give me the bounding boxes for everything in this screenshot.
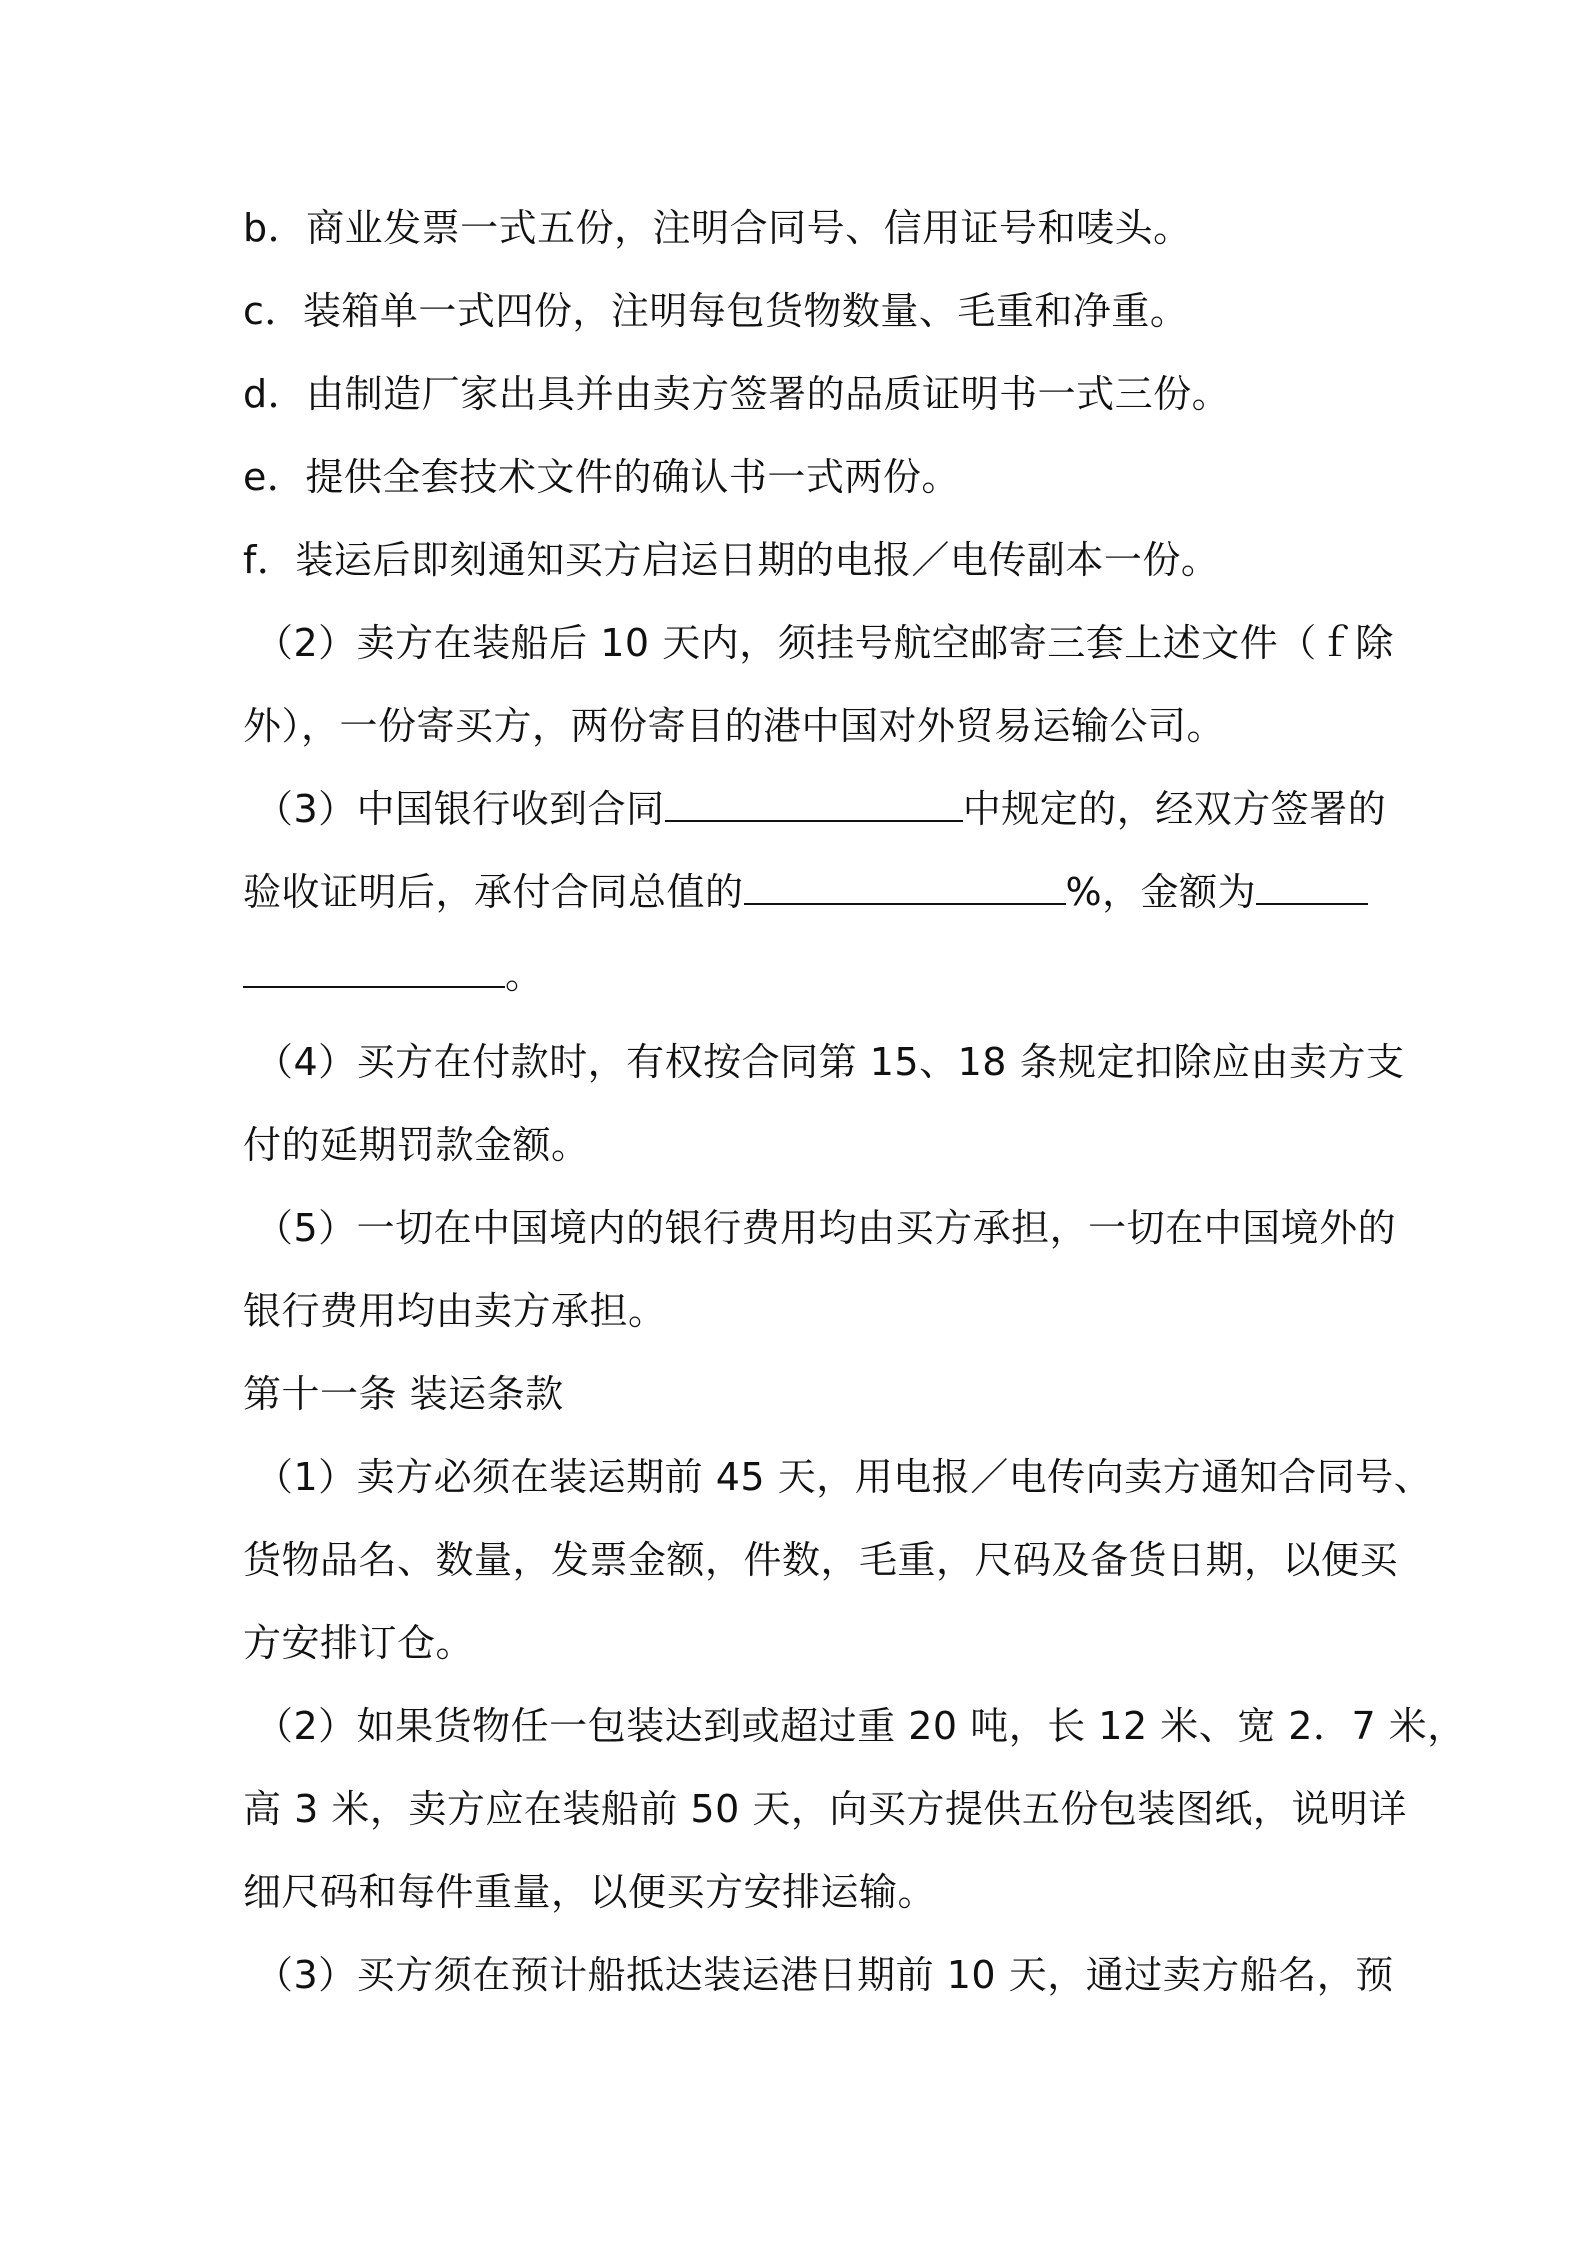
shipping-clause-3-line-1: （3）买方须在预计船抵达装运港日期前 10 天，通过卖方船名，预 [255,1953,1394,1997]
clause-2-line-2: 外），一份寄买方，两份寄目的港中国对外贸易运输公司。 [243,704,1226,748]
clause-4-line-2: 付的延期罚款金额。 [243,1123,590,1167]
shipping-clause-2-line-3: 细尺码和每件重量，以便买方安排运输。 [243,1870,937,1914]
contract-blank-field [665,784,963,822]
article-11-heading: 第十一条 装运条款 [243,1372,564,1416]
clause-3-line-3 [243,949,1383,1001]
clause-3-text-d: %，金额为 [1065,870,1257,914]
clause-3-text-c: 验收证明后，承付合同总值的 [243,870,744,914]
clause-3-line-1 [255,783,1395,835]
item-e: e．提供全套技术文件的确认书一式两份。 [243,455,960,499]
clause-4-line-1: （4）买方在付款时，有权按合同第 15、18 条规定扣除应由卖方支 [255,1040,1405,1084]
shipping-clause-1-line-1: （1）卖方必须在装运期前 45 天，用电报／电传向卖方通知合同号、 [255,1455,1433,1499]
item-c: c．装箱单一式四份，注明每包货物数量、毛重和净重。 [243,289,1189,333]
clause-3-text-b: 中规定的，经双方签署的 [962,787,1387,831]
clause-3-end-mark: 。 [505,953,544,997]
percent-blank-field [744,867,1066,905]
shipping-clause-1-line-3: 方安排订仓。 [243,1621,475,1665]
clause-2-line-1: （2）卖方在装船后 10 天内，须挂号航空邮寄三套上述文件（ｆ除 [255,621,1394,665]
clause-5-line-2: 银行费用均由卖方承担。 [243,1289,667,1333]
amount-blank-field [1256,867,1368,905]
clause-3-line-2 [243,866,1383,918]
item-d: d．由制造厂家出具并由卖方签署的品质证明书一式三份。 [243,372,1231,416]
clause-5-line-1: （5）一切在中国境内的银行费用均由买方承担，一切在中国境外的 [255,1206,1397,1250]
amount-blank-field-continued [243,950,505,988]
clause-3-text-a: （3）中国银行收到合同 [255,787,665,831]
shipping-clause-1-line-2: 货物品名、数量，发票金额，件数，毛重，尺码及备货日期，以便买 [243,1538,1399,1582]
item-b: b．商业发票一式五份，注明合同号、信用证号和唛头。 [243,206,1192,250]
item-f: f．装运后即刻通知买方启运日期的电报／电传副本一份。 [243,538,1220,582]
shipping-clause-2-line-2: 高 3 米，卖方应在装船前 50 天，向买方提供五份包装图纸，说明详 [243,1787,1407,1831]
shipping-clause-2-line-1: （2）如果货物任一包装达到或超过重 20 吨，长 12 米、宽 2．7 米， [255,1704,1466,1748]
